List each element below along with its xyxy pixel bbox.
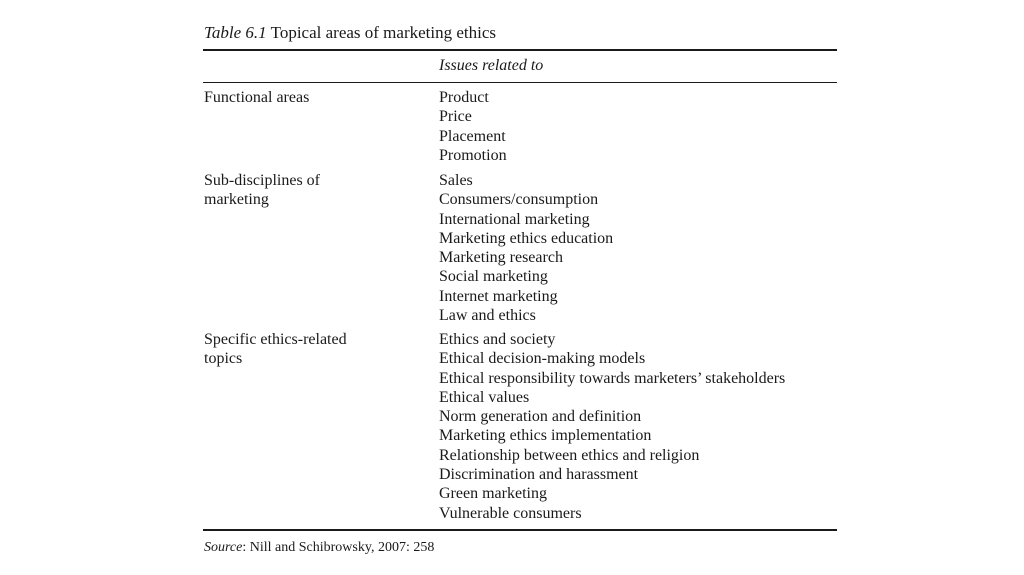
issue-item: Promotion bbox=[439, 146, 507, 164]
issue-item: Sales bbox=[439, 172, 473, 189]
table-bottom-rule bbox=[203, 529, 837, 531]
table-caption bbox=[204, 23, 496, 43]
table-number: Table 6.1 bbox=[204, 23, 267, 42]
area-label: Specific ethics-related bbox=[204, 331, 347, 348]
area-label: Functional areas bbox=[204, 89, 310, 106]
source-label: Source bbox=[204, 540, 243, 555]
issue-item: Ethical values bbox=[439, 388, 530, 406]
area-label: Sub-disciplines of bbox=[204, 172, 320, 189]
area-cell bbox=[204, 171, 424, 210]
issue-item: Vulnerable consumers bbox=[439, 504, 582, 522]
issue-item: Green marketing bbox=[439, 485, 547, 503]
area-label: topics bbox=[204, 350, 243, 368]
issue-item: Social marketing bbox=[439, 268, 548, 286]
column-header-issues: Issues related to bbox=[439, 57, 544, 74]
issue-item: Norm generation and definition bbox=[439, 408, 642, 426]
area-label: marketing bbox=[204, 191, 269, 209]
issue-item: Consumers/consumption bbox=[439, 191, 599, 209]
issue-item: Relationship between ethics and religion bbox=[439, 446, 700, 464]
issue-item: Ethical responsibility towards marketers’ stakeholders bbox=[439, 369, 786, 387]
area-cell bbox=[204, 88, 424, 107]
issues-list bbox=[439, 88, 507, 165]
issue-item: Ethical decision-making models bbox=[439, 350, 646, 368]
issues-list bbox=[439, 171, 613, 325]
source-note bbox=[204, 539, 434, 557]
table-title: Topical areas of marketing ethics bbox=[270, 23, 497, 42]
table-header-rule bbox=[203, 82, 837, 83]
issue-item: Placement bbox=[439, 127, 506, 145]
issue-item: Discrimination and harassment bbox=[439, 466, 639, 484]
issue-item: Internet marketing bbox=[439, 287, 558, 305]
issues-list bbox=[439, 330, 785, 523]
issue-item: International marketing bbox=[439, 210, 590, 228]
issue-item: Marketing ethics education bbox=[439, 229, 614, 247]
issue-item: Ethics and society bbox=[439, 331, 556, 348]
issue-item: Law and ethics bbox=[439, 307, 536, 325]
issue-item: Price bbox=[439, 108, 472, 126]
issue-item: Marketing ethics implementation bbox=[439, 427, 652, 445]
table-top-rule bbox=[203, 49, 837, 51]
issue-item: Product bbox=[439, 89, 489, 106]
area-cell bbox=[204, 330, 424, 369]
source-text: : Nill and Schibrowsky, 2007: 258 bbox=[242, 540, 435, 555]
issue-item: Marketing research bbox=[439, 249, 563, 267]
